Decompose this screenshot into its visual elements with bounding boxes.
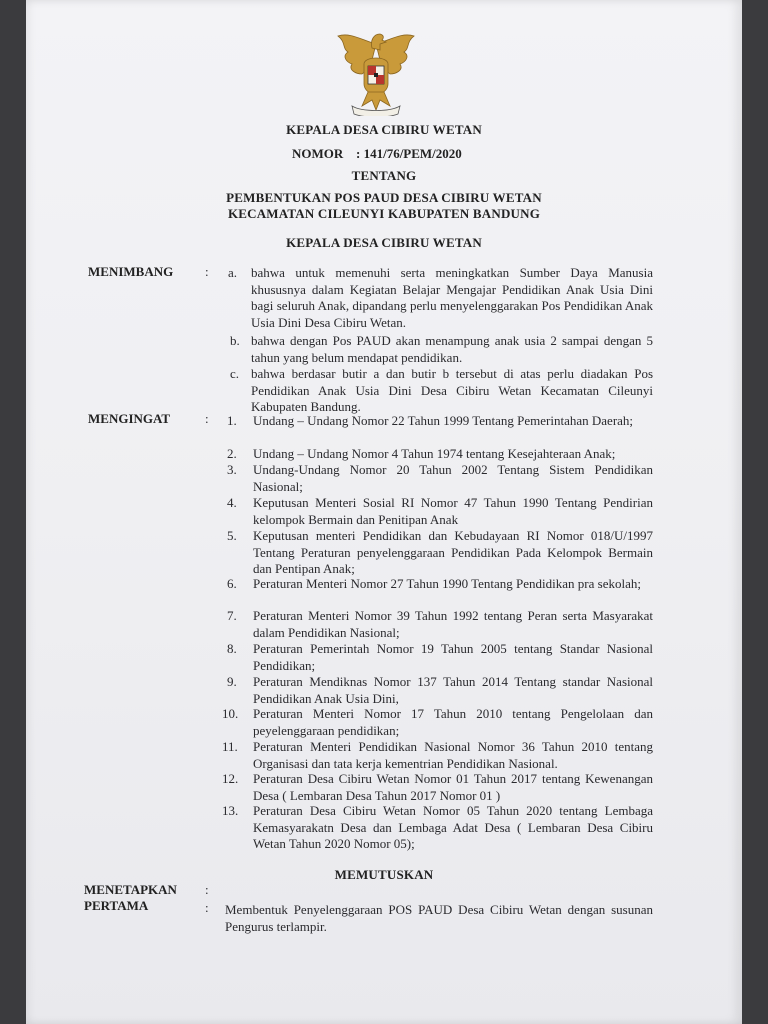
- mengingat-item-1: Undang – Undang Nomor 22 Tahun 1999 Tentang Pemerintahan Daerah;: [253, 413, 634, 428]
- mengingat-mark-2: 2.: [227, 446, 237, 461]
- mengingat-item-12: Peraturan Desa Cibiru Wetan Nomor 01 Tahun 2017 tentang Kewenangan Desa ( Lembaran Desa Tahun 2017 Nomor 01 ): [253, 771, 653, 803]
- mengingat-item-6: Peraturan Menteri Nomor 27 Tahun 1990 Tentang Pendidikan pra sekolah;: [253, 576, 641, 591]
- nomor-label: NOMOR: [292, 146, 344, 161]
- mengingat-mark-6: 6.: [227, 576, 237, 591]
- menimbang-label: MENIMBANG: [88, 264, 174, 279]
- mengingat-mark-13: 13.: [222, 803, 239, 818]
- menimbang-mark-b: b.: [230, 333, 240, 348]
- pertama-colon: :: [205, 900, 209, 915]
- mengingat-mark-1: 1.: [227, 413, 237, 428]
- mengingat-mark-10: 10.: [222, 706, 239, 721]
- issuer-title: KEPALA DESA CIBIRU WETAN: [286, 122, 482, 137]
- mengingat-mark-5: 5.: [227, 528, 237, 543]
- mengingat-item-3: Undang-Undang Nomor 20 Tahun 2002 Tentang Sistem Pendidikan Nasional;: [253, 462, 653, 494]
- mengingat-item-11: Peraturan Menteri Pendidikan Nasional Nomor 36 Tahun 2010 tentang Organisasi dan tata kerja kementrian Pendidikan Nasional.: [253, 739, 653, 771]
- menimbang-item-b: bahwa dengan Pos PAUD akan menampung anak usia 2 sampai dengan 5 tahun yang belum mendapat pendidikan.: [251, 333, 653, 365]
- mengingat-item-2: Undang – Undang Nomor 4 Tahun 1974 tentang Kesejahteraan Anak;: [253, 446, 616, 461]
- mengingat-label: MENGINGAT: [88, 411, 171, 426]
- nomor-value: : 141/76/PEM/2020: [356, 146, 462, 161]
- mengingat-mark-3: 3.: [227, 462, 237, 477]
- tentang-heading: TENTANG: [351, 168, 417, 183]
- subject-line-2: KECAMATAN CILEUNYI KABUPATEN BANDUNG: [227, 206, 541, 221]
- mengingat-item-10: Peraturan Menteri Nomor 17 Tahun 2010 tentang Pengelolaan dan peyelenggaraan pendidikan;: [253, 706, 653, 738]
- mengingat-item-9: Peraturan Mendiknas Nomor 137 Tahun 2014 Tentang standar Nasional Pendidikan Anak Usia Dini,: [253, 674, 653, 706]
- menimbang-item-c: bahwa berdasar butir a dan butir b tersebut di atas perlu diadakan Pos Pendidikan Anak Usia Dini Desa Cibiru Wetan Kecamatan Cileunyi Kabupaten Bandung.: [251, 366, 653, 414]
- mengingat-mark-8: 8.: [227, 641, 237, 656]
- mengingat-item-8: Peraturan Pemerintah Nomor 19 Tahun 2005 tentang Standar Nasional Pendidikan;: [253, 641, 653, 673]
- mengingat-item-13: Peraturan Desa Cibiru Wetan Nomor 05 Tahun 2020 tentang Lembaga Kemasyarakatn Desa dan Lembaga Adat Desa ( Lembaran Desa Cibiru Wetan Tahun 2020 Nomor 05);: [253, 803, 653, 851]
- menimbang-mark-a: a.: [228, 265, 238, 280]
- mengingat-mark-11: 11.: [222, 739, 238, 754]
- menetapkan-label: MENETAPKAN: [84, 882, 177, 897]
- pertama-label: PERTAMA: [84, 898, 149, 913]
- menimbang-colon: :: [205, 264, 209, 279]
- menimbang-item-a: bahwa untuk memenuhi serta meningkatkan Sumber Daya Manusia khususnya dalam Kegiatan Belajar Mengajar Pendidikan Anak Usia Dini bagi seluruh Anak, dipandang perlu menyelenggarakan Pos Pendidikan Anak Usia Dini Desa Cibiru Wetan.: [251, 265, 653, 330]
- mengingat-item-5: Keputusan menteri Pendidikan dan Kebudayaan RI Nomor 018/U/1997 Tentang Peraturan penyelenggaraan Pendidikan Pada Kelompok Bermain dan Pentipan Anak;: [253, 528, 653, 576]
- mengingat-item-4: Keputusan Menteri Sosial RI Nomor 47 Tahun 1990 Tentang Pendirian kelompok Bermain dan Penitipan Anak: [253, 495, 653, 527]
- official-title: KEPALA DESA CIBIRU WETAN: [286, 235, 482, 250]
- mengingat-mark-4: 4.: [227, 495, 237, 510]
- pertama-text: Membentuk Penyelenggaraan POS PAUD Desa Cibiru Wetan dengan susunan Pengurus terlampir.: [225, 902, 653, 934]
- subject-line-1: PEMBENTUKAN POS PAUD DESA CIBIRU WETAN: [226, 190, 542, 205]
- garuda-emblem-icon: [332, 26, 420, 116]
- mengingat-colon: :: [205, 411, 209, 426]
- mengingat-mark-9: 9.: [227, 674, 237, 689]
- mengingat-item-7: Peraturan Menteri Nomor 39 Tahun 1992 tentang Peran serta Masyarakat dalam Pendidikan Nasional;: [253, 608, 653, 640]
- menimbang-mark-c: c.: [230, 366, 240, 381]
- mengingat-mark-7: 7.: [227, 608, 237, 623]
- menetapkan-colon: :: [205, 882, 209, 897]
- memutuskan-heading: MEMUTUSKAN: [334, 867, 434, 882]
- mengingat-mark-12: 12.: [222, 771, 239, 786]
